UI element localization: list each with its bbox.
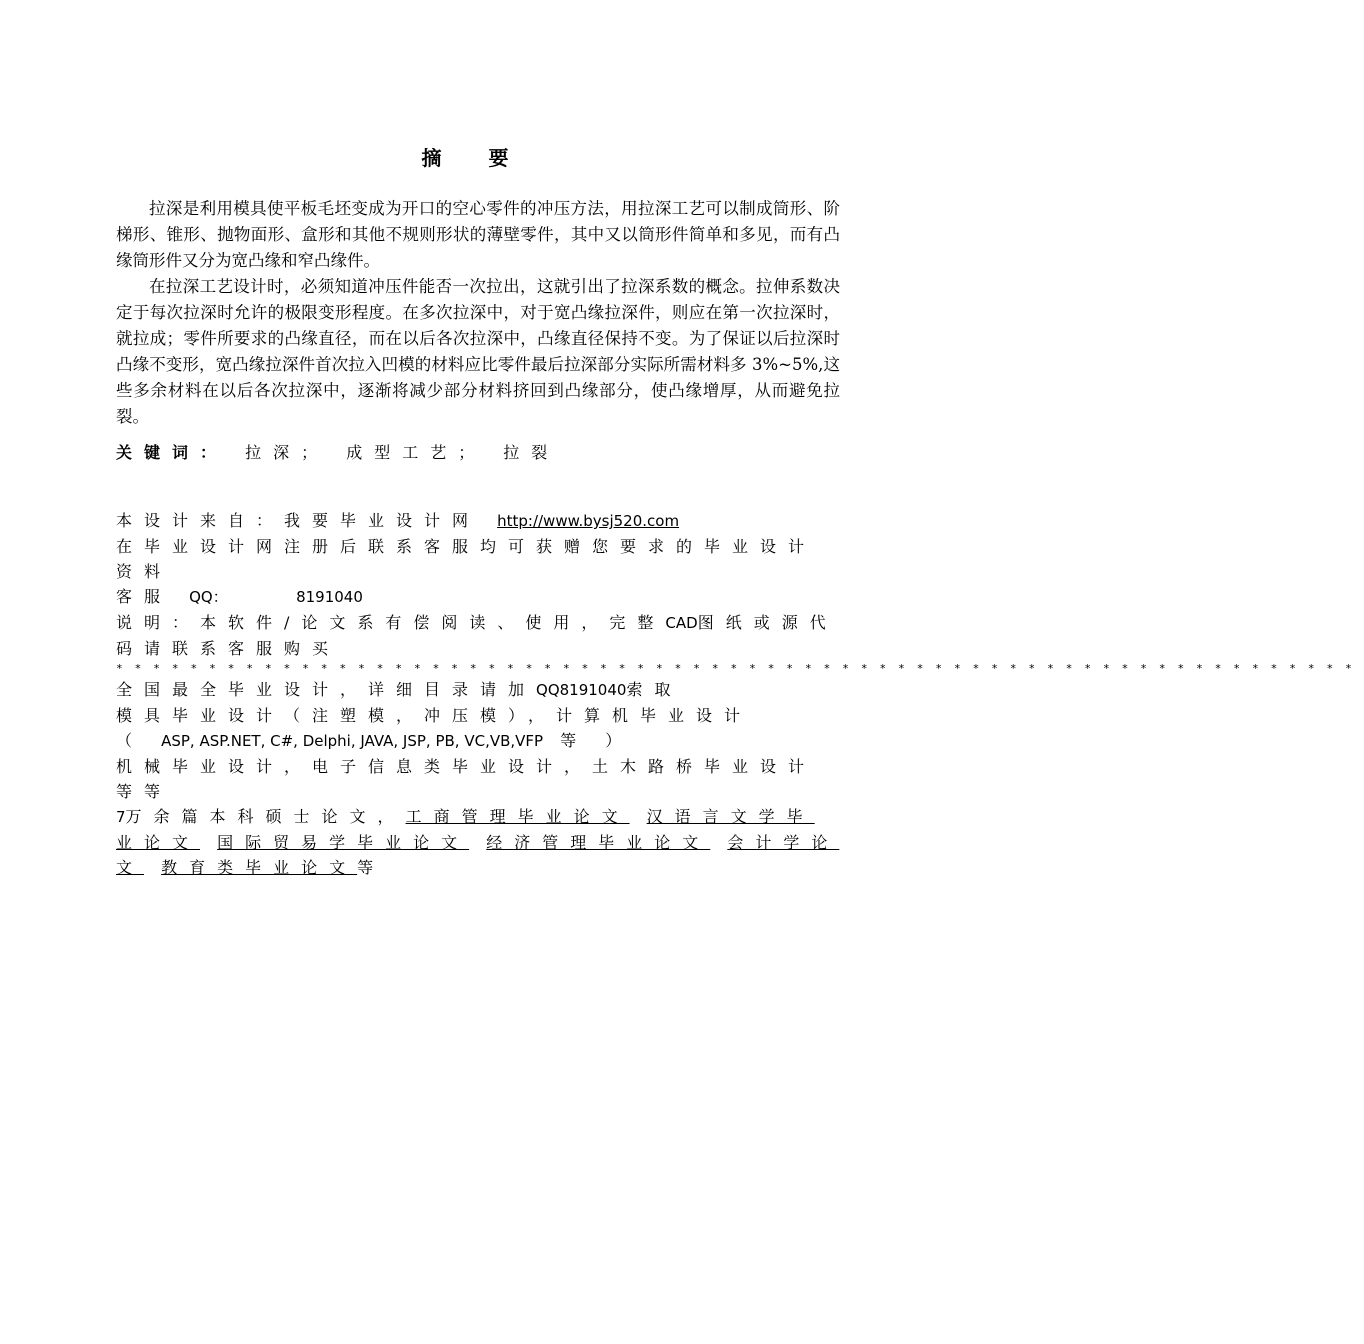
languages-list: ASP, ASP.NET, C#, Delphi, JAVA, JSP, PB, VC,VB,VFP [161,732,544,750]
languages-open: （ [116,731,162,750]
keywords-label: 关键词： [116,443,229,462]
papers-count: 7 [116,808,126,826]
star-divider: ******************************************************************* [116,662,1364,675]
link-business-management[interactable]: 工商管理毕业论文 [405,807,630,826]
qq-number: 8191040 [296,588,363,606]
languages-close: 等 ） [543,731,634,750]
abstract-section [116,196,840,430]
mech-line: 机械毕业设计，电子信息类毕业设计，土木路桥毕业设计等等 [116,757,817,801]
page-title: 摘 要 [421,146,529,170]
link-accounting[interactable]: 会计学论文 [116,833,840,877]
qq-text: QQ： [189,588,228,606]
qq-label: 客服 [116,587,190,606]
mold-line: 模具毕业设计（注塑模，冲压模），计算机毕业设计 [116,706,753,725]
keywords-value: 拉深； 成型工艺； 拉裂 [245,443,560,462]
national-part-b: 索取 [626,680,683,699]
abstract-paragraph-2: 在拉深工艺设计时，必须知道冲压件能否一次拉出，这就引出了拉深系数的概念。拉伸系数决定于每次拉深时允许的极限变形程度。在多次拉深中，对于宽凸缘拉深件，则应在第一次拉深时，就拉成；零件所要求的凸缘直径，而在以后各次拉深中，凸缘直径保持不变。为了保证以后拉深时凸缘不变形，宽凸缘拉深件首次拉入凹模的材料应比零件最后拉深部分实际所需材料多 3%~5%,这些多余材料在以后各次拉深中，逐渐将减少部分材料挤回到凸缘部分，使凸缘增厚，从而避免拉裂。 [116,277,840,426]
link-international-trade[interactable]: 国际贸易学毕业论文 [217,833,470,852]
papers-prefix: 万余篇本科硕士论文， [125,807,406,826]
languages-line [116,728,840,754]
link-education[interactable]: 教育类毕业论文 [161,858,358,877]
source-line [116,508,840,534]
abstract-paragraph-1: 拉深是利用模具使平板毛坯变成为开口的空心零件的冲压方法，用拉深工艺可以制成筒形、阶梯形、锥形、抛物面形、盒形和其他不规则形状的薄壁零件，其中又以筒形件简单和多见，而有凸缘筒形件又分为宽凸缘和窄凸缘件。 [116,199,840,270]
national-line [116,677,840,703]
national-qq: QQ8191040 [536,681,627,699]
keywords-line [116,440,559,466]
papers-suffix: 等 [357,858,386,877]
statement-cad: CAD [665,614,698,632]
statement-part-b: 图纸或源代码请联系客服购买 [116,613,838,658]
qq-line [116,584,840,610]
papers-line [116,804,840,880]
register-note: 在毕业设计网注册后联系客服均可获赠您要求的毕业设计资料 [116,537,817,581]
link-chinese-literature[interactable]: 汉语言文学毕业论文 [116,807,815,852]
source-prefix: 本设计来自：我要毕业设计网 [116,511,498,530]
statement-line [116,610,840,661]
source-url-link[interactable]: http://www.bysj520.com [497,512,680,530]
statement-part-a: 说明：本软件/论文系有偿阅读、使用，完整 [116,613,666,632]
national-part-a: 全国最全毕业设计，详细目录请加 [116,680,537,699]
promo-info-block [116,508,1364,880]
link-economic-management[interactable]: 经济管理毕业论文 [486,833,711,852]
